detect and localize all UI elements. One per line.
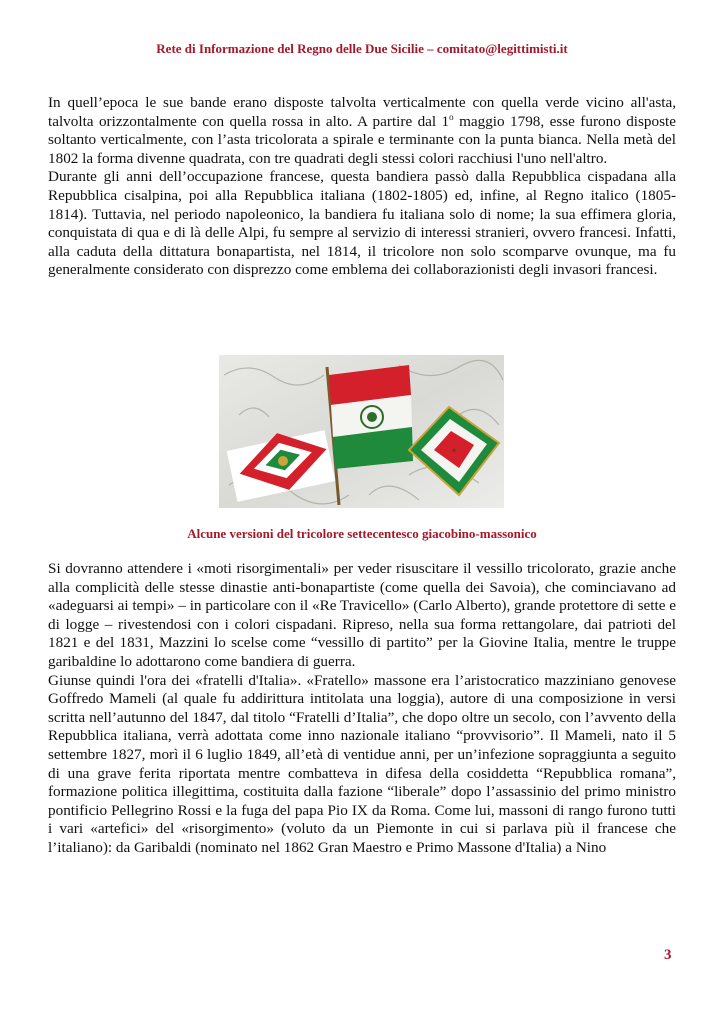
page-header: Rete di Informazione del Regno delle Due Sicilie – comitato@legittimisti.it	[156, 41, 568, 56]
paragraph-text: maggio 1798, esse furono disposte soltanto verticalmente, con l’asta tricolorata a spirale e terminante con la punta bianca. Nella metà del 1802 la forma divenne quadrata, con tre quadrati degli stessi colori racchiusi l'uno nell'altro.	[48, 112, 676, 167]
paragraph: Si dovranno attendere i «moti risorgimentali» per veder risuscitare il vessillo tricolorato, grazie anche alla complicità delle stesse dinastie anti-bonapartiste (come quella dei Savoia), che cominciavano ad «adeguarsi ai tempi» – in particolare con il «Re Travicello» (Carlo Alberto), grande protettore di sette e di logge – rivestendosi con i colori cispadani. Ripreso, nella sua forma rettangolare, dai patrioti del 1821 e del 1831, Mazzini lo scelse come “vessillo di partito” per la Giovine Italia, mentre le truppe garibaldine lo adottarono come bandiera di guerra.	[48, 560, 676, 670]
text-block-bottom	[48, 560, 676, 858]
paragraph-text: In quell’epoca le sue bande erano disposte talvolta verticalmente con quella verde vicino all'asta, talvolta orizzontalmente con quella rossa in alto. A partire dal 1	[48, 94, 676, 130]
text-block-top	[48, 94, 676, 280]
figure-caption: Alcune versioni del tricolore settecentesco giacobino-massonico	[187, 526, 537, 541]
paragraph: Giunse quindi l'ora dei «fratelli d'Italia». «Fratello» massone era l’aristocratico mazziniano genovese Goffredo Mameli (al quale fu addirittura intitolata una loggia), autore di una composizione in versi scritta nell’autunno del 1847, dal titolo “Fratelli d’Italia”, che dopo oltre un secolo, con l’avvento della Repubblica italiana, verrà adottata come inno nazionale italiano “provvisorio”. Il Mameli, nato il 5 settembre 1827, morì il 6 luglio 1849, all’età di ventidue anni, per un’infezione sopraggiunta a seguito di una grave ferita riportata mentre combatteva in difesa della cosiddetta “Repubblica romana”, formazione politica illegittima, costituita dalla fazione “liberale” dopo l’assassinio del primo ministro pontificio Pellegrino Rossi e la fuga del papa Pio IX da Roma. Come lui, massoni di rango furono tutti i vari «artefici» del «risorgimento» (voluto da un Piemonte in cui si parlava più il francese che l’italiano): da Garibaldi (nominato nel 1862 Gran Maestro e Primo Massone d'Italia) a Nino	[48, 671, 676, 856]
svg-text:✦: ✦	[451, 447, 457, 455]
tricolore-flags-image	[219, 355, 504, 508]
page-number: 3	[664, 947, 672, 963]
ordinal-superscript: o	[449, 111, 454, 122]
paragraph: Durante gli anni dell’occupazione francese, questa bandiera passò dalla Repubblica cispadana alla Repubblica cisalpina, poi alla Repubblica italiana (1802-1805) ed, infine, al Regno italico (1805-1814). Tuttavia, nel periodo napoleonico, la bandiera fu italiana solo di nome; la sua effimera gloria, conquistata di qua e di là delle Alpi, fu sempre al servizio di interessi stranieri, ovvero francesi. Infatti, alla caduta della dittatura bonapartista, nel 1814, il tricolore non solo scomparve ovunque, ma fu generalmente considerato con disprezzo come emblema dei collaborazionisti degli invasori francesi.	[48, 168, 676, 279]
paragraph	[48, 94, 676, 168]
